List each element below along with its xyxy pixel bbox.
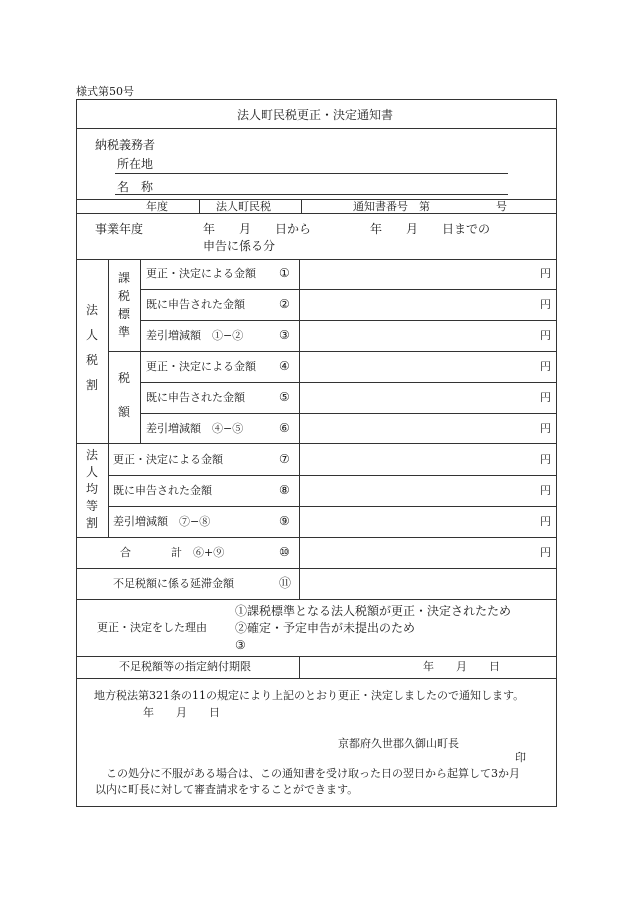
row-number: ⑤: [279, 390, 290, 404]
rule: [108, 259, 109, 537]
row-number: ④: [279, 359, 290, 373]
row-label: 既に申告された金額: [113, 484, 212, 497]
rule: [199, 199, 200, 213]
row-label: 差引増減額 ⑦−⑧: [113, 515, 211, 528]
deadline-label: 不足税額等の指定納付期限: [119, 660, 251, 673]
notice-number-suffix: 号: [496, 200, 507, 213]
rule: [108, 475, 557, 476]
row-label: 既に申告された金額: [146, 298, 245, 311]
amount-unit: 円: [540, 267, 551, 280]
issuer: 京都府久世郡久御山町長: [338, 737, 459, 750]
name-field[interactable]: [115, 194, 508, 195]
amount-unit: 円: [540, 484, 551, 497]
rule: [140, 259, 141, 443]
row-label: 更正・決定による金額: [113, 453, 223, 466]
rule: [108, 351, 557, 352]
per-capita-group-label: 法 人 均 等 割: [85, 448, 98, 530]
reason-item: ②確定・予定申告が未提出のため: [235, 621, 416, 635]
notice-text: 地方税法第321条の11の規定により上記のとおり更正・決定しましたので通知します。: [94, 689, 525, 702]
reason-item: ③: [235, 638, 246, 652]
tax-amount-label: 税 額: [117, 371, 130, 419]
row-number: ⑩: [279, 545, 290, 559]
form-number: 様式第50号: [76, 85, 134, 98]
corporate-tax-group-label: 法 人 税 割: [85, 303, 98, 392]
amount-unit: 円: [540, 453, 551, 466]
appeal-text: 以内に町長に対して審査請求をすることができます。: [95, 783, 359, 796]
rule: [108, 506, 557, 507]
rule: [76, 537, 557, 538]
row-label: 差引増減額 ④−⑤: [146, 422, 244, 435]
amount-unit: 円: [540, 515, 551, 528]
rule: [76, 656, 557, 657]
rule: [140, 320, 557, 321]
nendo-label: 年度: [146, 200, 168, 213]
row-number: ③: [279, 328, 290, 342]
row-number: ②: [279, 297, 290, 311]
amount-unit: 円: [540, 360, 551, 373]
row-label: 更正・決定による金額: [146, 360, 256, 373]
total-label-a: 合: [120, 546, 131, 559]
row-label: 差引増減額 ①−②: [146, 329, 244, 342]
row-number: ⑪: [279, 576, 292, 590]
row-number: ⑥: [279, 421, 290, 435]
amount-unit: 円: [540, 391, 551, 404]
rule: [140, 413, 557, 414]
appeal-text: この処分に不服がある場合は、この通知書を受け取った日の翌日から起算して3か月: [95, 767, 520, 780]
row-number: ⑨: [279, 514, 290, 528]
row-label: 既に申告された金額: [146, 391, 245, 404]
rule: [299, 259, 300, 599]
total-label-b: 計 ⑥+⑨: [171, 546, 225, 559]
rule: [76, 568, 557, 569]
form-title: 法人町民税更正・決定通知書: [236, 108, 393, 122]
rule: [76, 678, 557, 679]
tax-name: 法人町民税: [216, 200, 271, 213]
reason-item: ①課税標準となる法人税額が更正・決定されたため: [235, 604, 512, 618]
rule: [76, 599, 557, 600]
business-year-from: 年 月 日から: [203, 222, 312, 236]
rule: [76, 128, 557, 129]
amount-unit: 円: [540, 546, 551, 559]
amount-unit: 円: [540, 422, 551, 435]
amount-unit: 円: [540, 329, 551, 342]
seal-mark: 印: [515, 751, 526, 764]
deadline-date: 年 月 日: [423, 660, 500, 673]
name-label: 名 称: [117, 180, 154, 194]
taxpayer-label: 納税義務者: [95, 138, 156, 152]
rule: [140, 289, 557, 290]
row-number: ⑦: [279, 452, 290, 466]
rule: [301, 199, 302, 213]
business-year-suffix: 申告に係る分: [203, 239, 276, 253]
notice-date: 年 月 日: [143, 706, 220, 719]
rule: [76, 443, 557, 444]
rule: [76, 259, 557, 260]
amount-unit: 円: [540, 298, 551, 311]
rule: [140, 382, 557, 383]
rule: [76, 213, 557, 214]
reason-label: 更正・決定をした理由: [97, 621, 207, 634]
business-year-to: 年 月 日までの: [370, 222, 491, 236]
notice-number-label: 通知書番号 第: [353, 200, 430, 213]
address-field[interactable]: [115, 173, 508, 174]
address-label: 所在地: [117, 157, 154, 171]
delinquency-label: 不足税額に係る延滞金額: [113, 577, 234, 590]
tax-base-label: 課 税 標 準: [117, 271, 130, 339]
row-number: ①: [279, 266, 290, 280]
row-label: 更正・決定による金額: [146, 267, 256, 280]
business-year-label: 事業年度: [95, 222, 144, 236]
row-number: ⑧: [279, 483, 290, 497]
rule: [299, 656, 300, 678]
